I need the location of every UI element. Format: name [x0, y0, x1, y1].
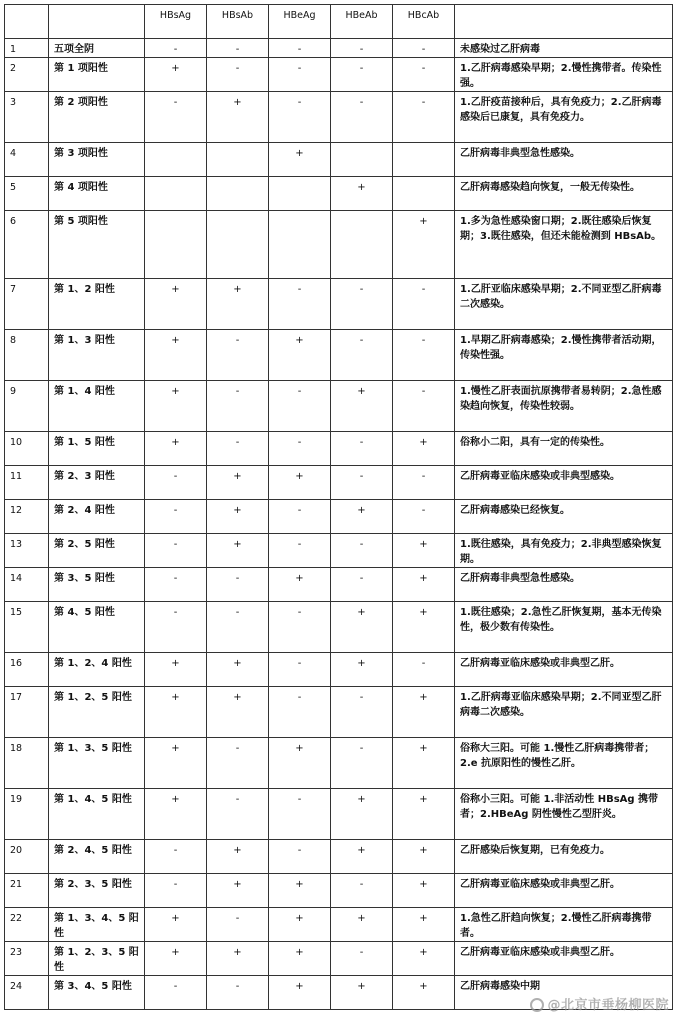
marker-cell-hbcab: -: [393, 58, 455, 92]
row-pattern-cell: 第 5 项阳性: [49, 211, 145, 279]
row-meaning-cell: 乙肝病毒感染中期: [455, 976, 673, 1010]
marker-cell-hbsag: +: [145, 789, 207, 840]
marker-cell-hbeag: +: [269, 738, 331, 789]
marker-cell-hbsab: +: [207, 687, 269, 738]
row-number-cell: 16: [5, 653, 49, 687]
row-number-cell: 24: [5, 976, 49, 1010]
row-meaning-cell: 1.多为急性感染窗口期；2.既往感染后恢复期；3.既往感染，但还未能检测到 HBsAb。: [455, 211, 673, 279]
marker-cell-hbsag: -: [145, 534, 207, 568]
row-pattern-cell: 第 2、4 阳性: [49, 500, 145, 534]
marker-cell-hbeag: -: [269, 602, 331, 653]
table-row: [5, 687, 673, 738]
marker-cell-hbcab: +: [393, 840, 455, 874]
marker-cell-hbcab: +: [393, 687, 455, 738]
marker-cell-hbcab: +: [393, 942, 455, 976]
marker-cell-hbsag: +: [145, 432, 207, 466]
marker-cell-hbeab: +: [331, 653, 393, 687]
header-cell-hbeag: HBeAg: [269, 5, 331, 39]
row-number-cell: 20: [5, 840, 49, 874]
marker-cell-hbcab: +: [393, 534, 455, 568]
marker-cell-hbeag: -: [269, 92, 331, 143]
marker-cell-hbsag: -: [145, 39, 207, 58]
row-pattern-cell: 第 1、2、5 阳性: [49, 687, 145, 738]
row-pattern-cell: 第 3 项阳性: [49, 143, 145, 177]
header-cell-hbsag: HBsAg: [145, 5, 207, 39]
marker-cell-hbsag: -: [145, 840, 207, 874]
marker-cell-hbeab: -: [331, 92, 393, 143]
row-meaning-cell: 1.慢性乙肝表面抗原携带者易转阴；2.急性感染趋向恢复，传染性较弱。: [455, 381, 673, 432]
row-meaning-cell: 乙肝病毒亚临床感染或非典型感染。: [455, 466, 673, 500]
row-pattern-cell: 第 1、3 阳性: [49, 330, 145, 381]
marker-cell-hbeag: -: [269, 279, 331, 330]
marker-cell-hbeag: -: [269, 653, 331, 687]
marker-cell-hbeag: [269, 177, 331, 211]
row-number-cell: 21: [5, 874, 49, 908]
marker-cell-hbcab: +: [393, 211, 455, 279]
marker-cell-hbsab: [207, 177, 269, 211]
table-body: [5, 39, 673, 1010]
marker-cell-hbeab: -: [331, 466, 393, 500]
row-number-cell: 1: [5, 39, 49, 58]
marker-cell-hbcab: +: [393, 602, 455, 653]
marker-cell-hbsab: -: [207, 381, 269, 432]
row-pattern-cell: 第 1、4 阳性: [49, 381, 145, 432]
table-row: [5, 874, 673, 908]
marker-cell-hbcab: +: [393, 432, 455, 466]
table-row: [5, 330, 673, 381]
row-number-cell: 14: [5, 568, 49, 602]
row-pattern-cell: 第 3、5 阳性: [49, 568, 145, 602]
marker-cell-hbeag: [269, 211, 331, 279]
row-pattern-cell: 第 1、2 阳性: [49, 279, 145, 330]
table-row: [5, 466, 673, 500]
marker-cell-hbeab: +: [331, 840, 393, 874]
marker-cell-hbsab: -: [207, 602, 269, 653]
row-number-cell: 5: [5, 177, 49, 211]
marker-cell-hbsab: +: [207, 840, 269, 874]
marker-cell-hbcab: +: [393, 789, 455, 840]
marker-cell-hbsag: +: [145, 738, 207, 789]
marker-cell-hbcab: -: [393, 466, 455, 500]
row-pattern-cell: 第 1、4、5 阳性: [49, 789, 145, 840]
marker-cell-hbsag: +: [145, 279, 207, 330]
marker-cell-hbeab: -: [331, 568, 393, 602]
row-pattern-cell: 第 2、3 阳性: [49, 466, 145, 500]
marker-cell-hbsag: +: [145, 942, 207, 976]
marker-cell-hbeag: -: [269, 381, 331, 432]
marker-cell-hbeag: -: [269, 500, 331, 534]
marker-cell-hbeab: -: [331, 687, 393, 738]
marker-cell-hbcab: -: [393, 653, 455, 687]
marker-cell-hbeag: -: [269, 840, 331, 874]
row-pattern-cell: 第 2、3、5 阳性: [49, 874, 145, 908]
marker-cell-hbsab: -: [207, 568, 269, 602]
row-number-cell: 11: [5, 466, 49, 500]
table-row: [5, 92, 673, 143]
row-meaning-cell: 乙肝病毒感染已经恢复。: [455, 500, 673, 534]
marker-cell-hbsab: +: [207, 500, 269, 534]
marker-cell-hbsag: -: [145, 92, 207, 143]
header-cell-hbeab: HBeAb: [331, 5, 393, 39]
row-pattern-cell: 第 1、2、3、5 阳性: [49, 942, 145, 976]
table-row: [5, 942, 673, 976]
header-cell-number: [5, 5, 49, 39]
table-row: [5, 58, 673, 92]
table-row: [5, 381, 673, 432]
watermark-text: @北京市垂杨柳医院: [547, 998, 669, 1013]
row-number-cell: 10: [5, 432, 49, 466]
marker-cell-hbsab: -: [207, 58, 269, 92]
row-meaning-cell: 1.急性乙肝趋向恢复；2.慢性乙肝病毒携带者。: [455, 908, 673, 942]
marker-cell-hbeab: -: [331, 874, 393, 908]
row-meaning-cell: 乙肝感染后恢复期，已有免疫力。: [455, 840, 673, 874]
marker-cell-hbsag: -: [145, 602, 207, 653]
marker-cell-hbsab: -: [207, 738, 269, 789]
row-number-cell: 23: [5, 942, 49, 976]
marker-cell-hbeab: [331, 211, 393, 279]
marker-cell-hbeag: +: [269, 942, 331, 976]
marker-cell-hbcab: -: [393, 381, 455, 432]
marker-cell-hbeab: -: [331, 279, 393, 330]
marker-cell-hbsab: +: [207, 92, 269, 143]
marker-cell-hbsag: -: [145, 500, 207, 534]
table-row: [5, 602, 673, 653]
marker-cell-hbcab: +: [393, 738, 455, 789]
marker-cell-hbsag: -: [145, 466, 207, 500]
marker-cell-hbcab: +: [393, 908, 455, 942]
marker-cell-hbcab: -: [393, 39, 455, 58]
marker-cell-hbsag: -: [145, 976, 207, 1010]
marker-cell-hbcab: -: [393, 92, 455, 143]
marker-cell-hbcab: -: [393, 330, 455, 381]
table-row: [5, 39, 673, 58]
table-row: [5, 211, 673, 279]
marker-cell-hbsag: +: [145, 330, 207, 381]
marker-cell-hbeag: -: [269, 687, 331, 738]
marker-cell-hbeab: +: [331, 976, 393, 1010]
table-row: [5, 177, 673, 211]
row-meaning-cell: 1.早期乙肝病毒感染；2.慢性携带者活动期，传染性强。: [455, 330, 673, 381]
row-pattern-cell: 第 4、5 阳性: [49, 602, 145, 653]
marker-cell-hbsab: +: [207, 466, 269, 500]
row-pattern-cell: 第 1、2、4 阳性: [49, 653, 145, 687]
row-meaning-cell: 乙肝病毒亚临床感染或非典型乙肝。: [455, 942, 673, 976]
marker-cell-hbsab: -: [207, 39, 269, 58]
row-meaning-cell: 1.乙肝病毒亚临床感染早期；2.不同亚型乙肝病毒二次感染。: [455, 687, 673, 738]
marker-cell-hbcab: [393, 143, 455, 177]
marker-cell-hbeab: +: [331, 177, 393, 211]
row-number-cell: 6: [5, 211, 49, 279]
row-pattern-cell: 第 2 项阳性: [49, 92, 145, 143]
row-number-cell: 18: [5, 738, 49, 789]
watermark: [530, 994, 669, 1013]
row-pattern-cell: 五项全阴: [49, 39, 145, 58]
marker-cell-hbeag: -: [269, 789, 331, 840]
marker-cell-hbeab: -: [331, 738, 393, 789]
marker-cell-hbeab: [331, 143, 393, 177]
row-meaning-cell: 未感染过乙肝病毒: [455, 39, 673, 58]
row-pattern-cell: 第 1、3、5 阳性: [49, 738, 145, 789]
marker-cell-hbeab: -: [331, 58, 393, 92]
marker-cell-hbsag: +: [145, 687, 207, 738]
marker-cell-hbeab: -: [331, 534, 393, 568]
row-number-cell: 8: [5, 330, 49, 381]
marker-cell-hbeag: +: [269, 874, 331, 908]
marker-cell-hbeag: -: [269, 39, 331, 58]
row-meaning-cell: 1.既往感染；2.急性乙肝恢复期，基本无传染性，极少数有传染性。: [455, 602, 673, 653]
row-pattern-cell: 第 1、5 阳性: [49, 432, 145, 466]
row-meaning-cell: 1.乙肝亚临床感染早期；2.不同亚型乙肝病毒二次感染。: [455, 279, 673, 330]
marker-cell-hbsag: [145, 143, 207, 177]
table-row: [5, 568, 673, 602]
marker-cell-hbsag: -: [145, 568, 207, 602]
row-pattern-cell: 第 1 项阳性: [49, 58, 145, 92]
row-meaning-cell: 1.乙肝疫苗接种后，具有免疫力；2.乙肝病毒感染后已康复，具有免疫力。: [455, 92, 673, 143]
row-meaning-cell: 乙肝病毒亚临床感染或非典型乙肝。: [455, 874, 673, 908]
row-number-cell: 2: [5, 58, 49, 92]
table-row: [5, 789, 673, 840]
marker-cell-hbsab: +: [207, 534, 269, 568]
table-row: [5, 432, 673, 466]
marker-cell-hbsab: +: [207, 942, 269, 976]
header-cell-pattern: [49, 5, 145, 39]
marker-cell-hbsag: -: [145, 874, 207, 908]
marker-cell-hbsab: -: [207, 976, 269, 1010]
marker-cell-hbsab: +: [207, 279, 269, 330]
row-number-cell: 4: [5, 143, 49, 177]
row-meaning-cell: 乙肝病毒感染趋向恢复，一般无传染性。: [455, 177, 673, 211]
row-number-cell: 3: [5, 92, 49, 143]
row-number-cell: 15: [5, 602, 49, 653]
marker-cell-hbsag: +: [145, 653, 207, 687]
marker-cell-hbsab: -: [207, 789, 269, 840]
row-number-cell: 13: [5, 534, 49, 568]
marker-cell-hbeag: +: [269, 976, 331, 1010]
marker-cell-hbsag: [145, 177, 207, 211]
marker-cell-hbsab: -: [207, 330, 269, 381]
marker-cell-hbsag: +: [145, 908, 207, 942]
table-row: [5, 500, 673, 534]
table-row: [5, 908, 673, 942]
header-cell-hbcab: HBcAb: [393, 5, 455, 39]
row-meaning-cell: 乙肝病毒非典型急性感染。: [455, 568, 673, 602]
marker-cell-hbeag: +: [269, 143, 331, 177]
marker-cell-hbeab: -: [331, 432, 393, 466]
marker-cell-hbeab: -: [331, 942, 393, 976]
row-meaning-cell: 乙肝病毒亚临床感染或非典型乙肝。: [455, 653, 673, 687]
row-number-cell: 19: [5, 789, 49, 840]
row-number-cell: 12: [5, 500, 49, 534]
marker-cell-hbcab: +: [393, 568, 455, 602]
marker-cell-hbsab: +: [207, 653, 269, 687]
row-pattern-cell: 第 2、5 阳性: [49, 534, 145, 568]
table-row: [5, 534, 673, 568]
marker-cell-hbsab: +: [207, 874, 269, 908]
header-cell-meaning: [455, 5, 673, 39]
marker-cell-hbeab: +: [331, 602, 393, 653]
marker-cell-hbeag: +: [269, 908, 331, 942]
table-row: [5, 279, 673, 330]
row-pattern-cell: 第 4 项阳性: [49, 177, 145, 211]
row-pattern-cell: 第 1、3、4、5 阳性: [49, 908, 145, 942]
row-number-cell: 7: [5, 279, 49, 330]
row-meaning-cell: 俗称小二阳，具有一定的传染性。: [455, 432, 673, 466]
marker-cell-hbeab: -: [331, 39, 393, 58]
marker-cell-hbsag: +: [145, 381, 207, 432]
table-row: [5, 143, 673, 177]
marker-cell-hbcab: -: [393, 279, 455, 330]
marker-cell-hbcab: +: [393, 976, 455, 1010]
watermark-logo-icon: [530, 998, 544, 1012]
marker-cell-hbcab: -: [393, 500, 455, 534]
table-row: [5, 840, 673, 874]
marker-cell-hbeab: -: [331, 330, 393, 381]
marker-cell-hbeag: -: [269, 432, 331, 466]
row-meaning-cell: 俗称小三阳。可能 1.非活动性 HBsAg 携带者；2.HBeAg 阴性慢性乙型肝炎。: [455, 789, 673, 840]
row-meaning-cell: 俗称大三阳。可能 1.慢性乙肝病毒携带者；2.e 抗原阳性的慢性乙肝。: [455, 738, 673, 789]
marker-cell-hbeab: +: [331, 908, 393, 942]
marker-cell-hbsab: [207, 211, 269, 279]
marker-cell-hbeab: +: [331, 789, 393, 840]
table-row: [5, 738, 673, 789]
row-number-cell: 17: [5, 687, 49, 738]
row-meaning-cell: 乙肝病毒非典型急性感染。: [455, 143, 673, 177]
marker-cell-hbcab: +: [393, 874, 455, 908]
marker-cell-hbeab: +: [331, 500, 393, 534]
marker-cell-hbsag: [145, 211, 207, 279]
row-pattern-cell: 第 2、4、5 阳性: [49, 840, 145, 874]
marker-cell-hbsab: -: [207, 908, 269, 942]
hbv-marker-table: [4, 4, 673, 1010]
marker-cell-hbsab: -: [207, 432, 269, 466]
marker-cell-hbeag: +: [269, 466, 331, 500]
marker-cell-hbeab: +: [331, 381, 393, 432]
row-meaning-cell: 1.既往感染，具有免疫力；2.非典型感染恢复期。: [455, 534, 673, 568]
marker-cell-hbsab: [207, 143, 269, 177]
header-cell-hbsab: HBsAb: [207, 5, 269, 39]
table-header-row: [5, 5, 673, 39]
marker-cell-hbcab: [393, 177, 455, 211]
marker-cell-hbeag: -: [269, 58, 331, 92]
marker-cell-hbeag: +: [269, 330, 331, 381]
table-row: [5, 653, 673, 687]
row-pattern-cell: 第 3、4、5 阳性: [49, 976, 145, 1010]
marker-cell-hbeag: -: [269, 534, 331, 568]
row-number-cell: 9: [5, 381, 49, 432]
marker-cell-hbeag: +: [269, 568, 331, 602]
marker-cell-hbsag: +: [145, 58, 207, 92]
row-meaning-cell: 1.乙肝病毒感染早期；2.慢性携带者。传染性强。: [455, 58, 673, 92]
row-number-cell: 22: [5, 908, 49, 942]
